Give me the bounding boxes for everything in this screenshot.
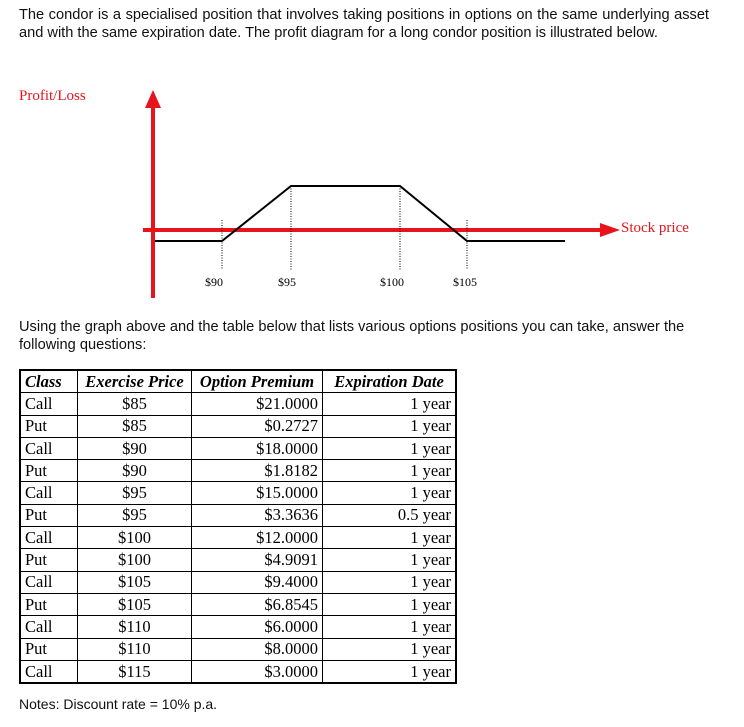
cell-class: Call: [20, 616, 78, 638]
cell-option-premium: $0.2727: [192, 415, 323, 437]
cell-expiration-date: 1 year: [323, 638, 457, 660]
cell-expiration-date: 1 year: [323, 415, 457, 437]
cell-expiration-date: 1 year: [323, 393, 457, 415]
cell-class: Put: [20, 460, 78, 482]
table-body: [20, 393, 456, 683]
tick-label-90: $90: [205, 275, 223, 289]
cell-expiration-date: 1 year: [323, 593, 457, 615]
cell-exercise-price: $105: [78, 571, 192, 593]
cell-exercise-price: $110: [78, 638, 192, 660]
cell-option-premium: $9.4000: [192, 571, 323, 593]
cell-exercise-price: $90: [78, 460, 192, 482]
cell-exercise-price: $85: [78, 415, 192, 437]
cell-class: Call: [20, 660, 78, 683]
x-axis-arrow: [600, 223, 620, 237]
cell-exercise-price: $105: [78, 593, 192, 615]
cell-class: Call: [20, 437, 78, 459]
cell-class: Call: [20, 482, 78, 504]
cell-class: Call: [20, 393, 78, 415]
x-axis-label: Stock price: [621, 220, 689, 236]
cell-option-premium: $4.9091: [192, 549, 323, 571]
cell-option-premium: $8.0000: [192, 638, 323, 660]
table-row: [20, 616, 456, 638]
table-row: [20, 437, 456, 459]
intro-paragraph: The condor is a specialised position that involves taking positions in options on the same underlying asset and with the same expiration date. The profit diagram for a long condor position is illustrated below.: [19, 7, 709, 41]
cell-option-premium: $6.0000: [192, 616, 323, 638]
question-paragraph: Using the graph above and the table below that lists various options positions you can take, answer the following questions:: [19, 319, 685, 353]
tick-label-95: $95: [278, 275, 296, 289]
tick-label-100: $100: [380, 275, 404, 289]
table-row: [20, 660, 456, 683]
cell-exercise-price: $95: [78, 482, 192, 504]
header-class: Class: [20, 370, 78, 393]
cell-expiration-date: 1 year: [323, 437, 457, 459]
table-row: [20, 393, 456, 415]
cell-class: Put: [20, 549, 78, 571]
header-exercise-price: Exercise Price: [78, 370, 192, 393]
cell-option-premium: $12.0000: [192, 527, 323, 549]
cell-option-premium: $21.0000: [192, 393, 323, 415]
cell-option-premium: $18.0000: [192, 437, 323, 459]
cell-expiration-date: 1 year: [323, 616, 457, 638]
cell-exercise-price: $115: [78, 660, 192, 683]
cell-exercise-price: $100: [78, 527, 192, 549]
cell-expiration-date: 1 year: [323, 549, 457, 571]
condor-profit-diagram: [0, 80, 744, 310]
table-row: [20, 460, 456, 482]
cell-option-premium: $3.3636: [192, 504, 323, 526]
cell-expiration-date: 1 year: [323, 460, 457, 482]
cell-exercise-price: $110: [78, 616, 192, 638]
cell-class: Put: [20, 415, 78, 437]
cell-expiration-date: 1 year: [323, 571, 457, 593]
table-row: [20, 504, 456, 526]
table-row: [20, 482, 456, 504]
cell-expiration-date: 1 year: [323, 660, 457, 683]
cell-exercise-price: $100: [78, 549, 192, 571]
cell-exercise-price: $85: [78, 393, 192, 415]
cell-expiration-date: 1 year: [323, 527, 457, 549]
cell-option-premium: $1.8182: [192, 460, 323, 482]
table-row: [20, 571, 456, 593]
cell-option-premium: $15.0000: [192, 482, 323, 504]
table-row: [20, 593, 456, 615]
header-option-premium: Option Premium: [192, 370, 323, 393]
table-row: [20, 527, 456, 549]
cell-option-premium: $6.8545: [192, 593, 323, 615]
cell-class: Put: [20, 593, 78, 615]
notes: Notes: Discount rate = 10% p.a.: [19, 696, 218, 712]
y-axis-label: Profit/Loss: [19, 88, 86, 104]
options-table: [19, 369, 457, 684]
cell-exercise-price: $90: [78, 437, 192, 459]
cell-exercise-price: $95: [78, 504, 192, 526]
cell-expiration-date: 1 year: [323, 482, 457, 504]
table-row: [20, 549, 456, 571]
table-row: [20, 638, 456, 660]
table-row: [20, 415, 456, 437]
payoff-line: [155, 186, 565, 241]
cell-class: Put: [20, 504, 78, 526]
y-axis-arrow: [145, 90, 161, 108]
table-header-row: [20, 370, 456, 393]
cell-class: Call: [20, 527, 78, 549]
cell-class: Call: [20, 571, 78, 593]
cell-class: Put: [20, 638, 78, 660]
header-expiration-date: Expiration Date: [323, 370, 457, 393]
tick-label-105: $105: [453, 275, 477, 289]
cell-expiration-date: 0.5 year: [323, 504, 457, 526]
cell-option-premium: $3.0000: [192, 660, 323, 683]
